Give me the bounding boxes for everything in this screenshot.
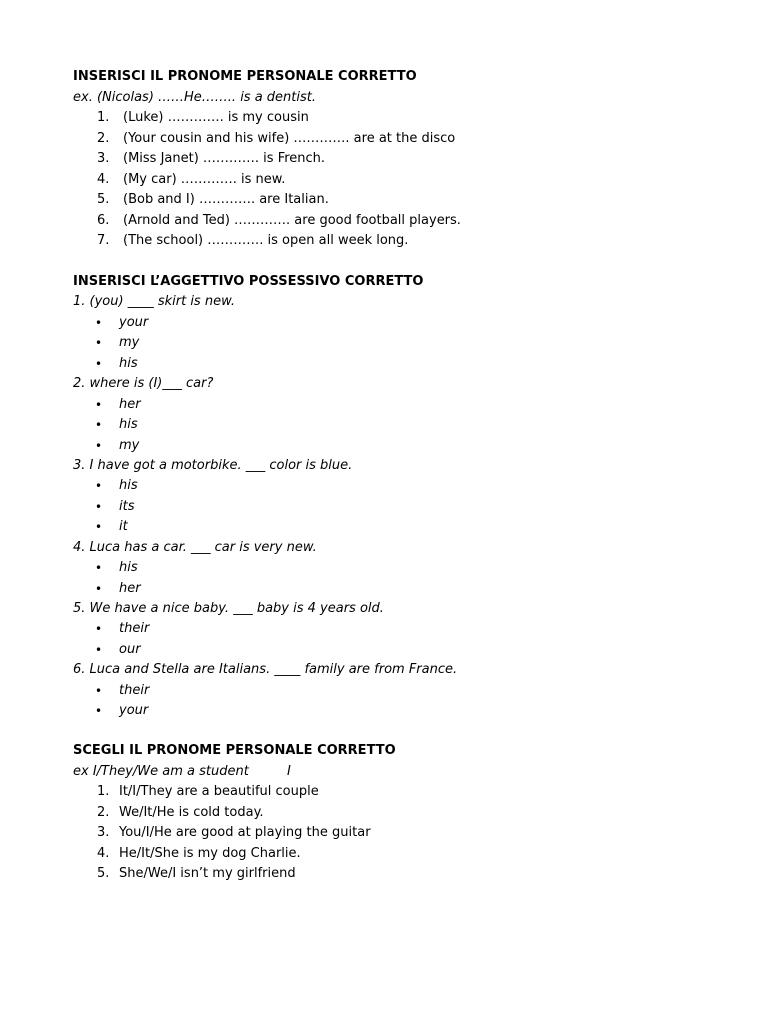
list-item-number: 3. xyxy=(97,151,110,166)
question: 1. (you) ____ skirt is new. xyxy=(73,294,236,309)
question: 3. I have got a motorbike. ___ color is blue. xyxy=(73,458,353,473)
option: my xyxy=(119,335,140,350)
list-item: (The school) …………. is open all week long. xyxy=(123,233,409,248)
bullet-icon: • xyxy=(95,316,103,330)
list-item-number: 1. xyxy=(97,110,110,125)
list-item: We/It/He is cold today. xyxy=(119,805,264,820)
bullet-icon: • xyxy=(95,336,103,350)
bullet-icon: • xyxy=(95,582,103,596)
list-item: (Your cousin and his wife) …………. are at the disco xyxy=(123,131,456,146)
bullet-icon: • xyxy=(95,500,103,514)
option: our xyxy=(119,642,141,657)
list-item: (Miss Janet) …………. is French. xyxy=(123,151,326,166)
section3-example: ex I/They/We am a student xyxy=(73,764,249,779)
bullet-icon: • xyxy=(95,520,103,534)
bullet-icon: • xyxy=(95,479,103,493)
list-item: (Luke) …………. is my cousin xyxy=(123,110,309,125)
bullet-icon: • xyxy=(95,643,103,657)
bullet-icon: • xyxy=(95,704,103,718)
option: her xyxy=(119,581,141,596)
question: 2. where is (I)___ car? xyxy=(73,376,214,391)
list-item-number: 2. xyxy=(97,805,110,820)
list-item: He/It/She is my dog Charlie. xyxy=(119,846,301,861)
option: his xyxy=(119,356,138,371)
list-item: You/I/He are good at playing the guitar xyxy=(119,825,371,840)
option: your xyxy=(119,703,149,718)
list-item-number: 7. xyxy=(97,233,110,248)
option: your xyxy=(119,315,149,330)
bullet-icon: • xyxy=(95,622,103,636)
option: his xyxy=(119,560,138,575)
bullet-icon: • xyxy=(95,357,103,371)
list-item-number: 2. xyxy=(97,131,110,146)
option: it xyxy=(119,519,128,534)
bullet-icon: • xyxy=(95,439,103,453)
option: his xyxy=(119,478,138,493)
section3-title: SCEGLI IL PRONOME PERSONALE CORRETTO xyxy=(73,743,396,758)
list-item: (Bob and I) …………. are Italian. xyxy=(123,192,329,207)
bullet-icon: • xyxy=(95,418,103,432)
option: their xyxy=(119,683,150,698)
bullet-icon: • xyxy=(95,398,103,412)
bullet-icon: • xyxy=(95,561,103,575)
option: its xyxy=(119,499,135,514)
list-item-number: 3. xyxy=(97,825,110,840)
section1-title: INSERISCI IL PRONOME PERSONALE CORRETTO xyxy=(73,69,417,84)
question: 4. Luca has a car. ___ car is very new. xyxy=(73,540,317,555)
list-item-number: 6. xyxy=(97,213,110,228)
section2-title: INSERISCI L’AGGETTIVO POSSESSIVO CORRETTO xyxy=(73,274,424,289)
question: 5. We have a nice baby. ___ baby is 4 years old. xyxy=(73,601,384,616)
option: his xyxy=(119,417,138,432)
list-item: She/We/I isn’t my girlfriend xyxy=(119,866,296,881)
list-item: (My car) …………. is new. xyxy=(123,172,286,187)
option: my xyxy=(119,438,140,453)
section3-example-answer: I xyxy=(287,764,291,779)
list-item: It/I/They are a beautiful couple xyxy=(119,784,319,799)
bullet-icon: • xyxy=(95,684,103,698)
section1-example: ex. (Nicolas) ……He…….. is a dentist. xyxy=(73,90,317,105)
list-item-number: 1. xyxy=(97,784,110,799)
list-item-number: 5. xyxy=(97,192,110,207)
option: her xyxy=(119,397,141,412)
list-item-number: 4. xyxy=(97,846,110,861)
list-item-number: 5. xyxy=(97,866,110,881)
list-item-number: 4. xyxy=(97,172,110,187)
question: 6. Luca and Stella are Italians. ____ family are from France. xyxy=(73,662,458,677)
list-item: (Arnold and Ted) …………. are good football players. xyxy=(123,213,461,228)
option: their xyxy=(119,621,150,636)
